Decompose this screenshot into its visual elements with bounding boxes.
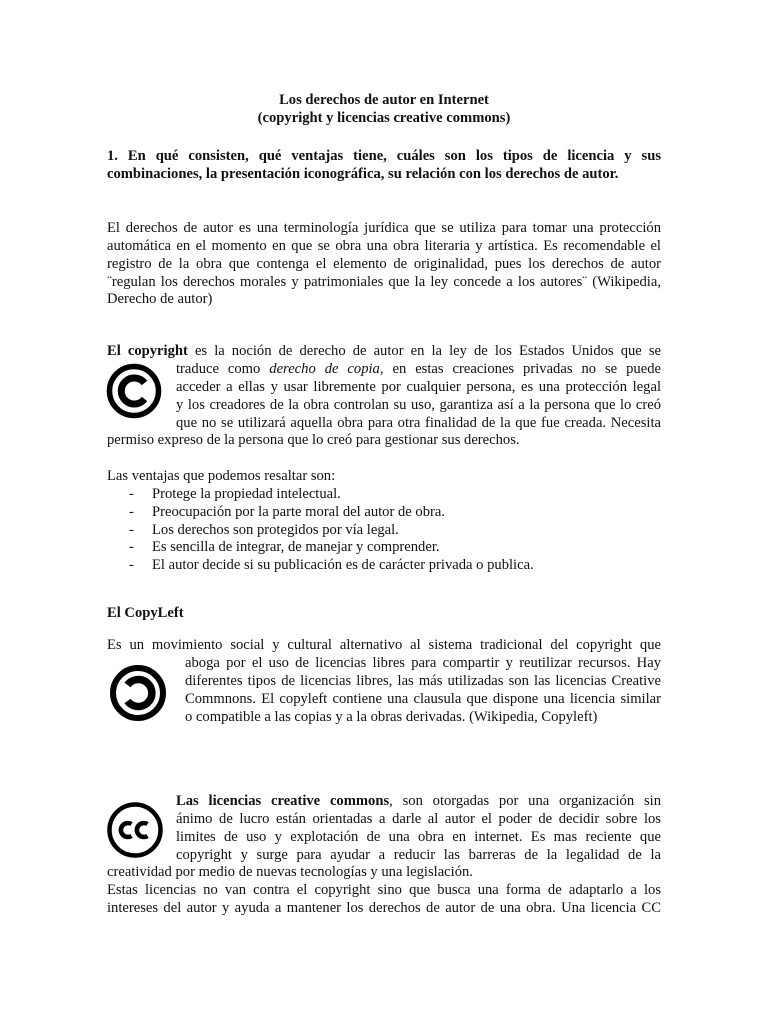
copyleft-line-3: diferentes tipos de licencias libres, las más utilizadas son las licencias Creative [185, 673, 661, 689]
bullet-dash: - [129, 521, 134, 538]
copyright-line-4: y los creadores de la obra controlan su uso, garantiza así a la persona que lo creó [176, 397, 661, 413]
cc-line-1-text: , son otorgadas por una organización sin [389, 793, 661, 809]
document-subtitle: (copyright y licencias creative commons) [257, 110, 511, 126]
list-item [107, 539, 534, 557]
copyright-line-2-a: traduce como [176, 361, 270, 377]
copyright-line-2-b: , en estas creaciones privadas no se puede [379, 361, 661, 377]
cc-line-2: ánimo de lucro están orientadas a darle al autor el poder de decidir sobre los [176, 811, 661, 827]
intro-line-4: ¨regulan los derechos morales y patrimoniales que la ley concede a los autores¨ (Wikipedia, [107, 274, 661, 290]
advantages-list [107, 486, 534, 575]
cc-line-3: limites de uso y explotación de una obra en internet. Es mas reciente que [176, 829, 661, 845]
document-title: Los derechos de autor en Internet [279, 92, 489, 108]
copyright-line-6: permiso expreso de la persona que lo creó para gestionar sus derechos. [107, 432, 520, 448]
bullet-dash: - [129, 557, 134, 574]
intro-line-3: registro de la obra que contenga el elemento de originalidad, pues los derechos de autor [107, 256, 661, 272]
list-item-text: Los derechos son protegidos por vía legal. [152, 521, 399, 538]
copyright-line-1-text: es la noción de derecho de autor en la ley de los Estados Unidos que se [187, 343, 662, 359]
intro-line-1: El derechos de autor es una terminología jurídica que se utiliza para tomar una protección [107, 220, 661, 236]
advantages-intro: Las ventajas que podemos resaltar son: [107, 468, 336, 484]
copyright-emphasis: derecho de copia [269, 361, 380, 377]
list-item [107, 486, 534, 504]
cc-line-5: creatividad por medio de nuevas tecnologías y una legislación. [107, 864, 473, 880]
copyleft-line-5: o compatible a las copias y a la obras derivadas. (Wikipedia, Copyleft) [185, 709, 598, 725]
copyright-line-1 [107, 343, 661, 361]
copyright-line-5: que no se utilizará aquella obra para otra finalidad de la que fue creada. Necesita [176, 415, 661, 431]
copyleft-line-4: Commnons. El copyleft contiene una clausula que dispone una licencia similar [185, 691, 661, 707]
creative-commons-icon [106, 800, 164, 860]
copyleft-heading: El CopyLeft [107, 605, 184, 621]
list-item-text: Protege la propiedad intelectual. [152, 486, 341, 502]
cc-line-4: copyright y surge para ayudar a reducir las barreras de la legalidad de la [176, 847, 661, 863]
copyleft-icon [109, 664, 167, 722]
question-line-1: 1. En qué consisten, qué ventajas tiene, cuáles son los tipos de licencia y sus [107, 148, 661, 164]
list-item-text: El autor decide si su publicación es de carácter privada o publica. [152, 557, 534, 574]
copyright-line-2 [176, 361, 661, 379]
question-line-2: combinaciones, la presentación iconográfica, su relación con los derechos de autor. [107, 166, 619, 182]
cc-p2-line-1: Estas licencias no van contra el copyright sino que busca una forma de adaptarlo a los [107, 882, 661, 898]
list-item-text: Es sencilla de integrar, de manejar y comprender. [152, 539, 440, 556]
bullet-dash: - [129, 539, 134, 556]
cc-line-1 [176, 793, 661, 811]
intro-line-5: Derecho de autor) [107, 291, 213, 307]
bullet-dash: - [129, 486, 134, 502]
cc-term: Las licencias creative commons [176, 793, 390, 809]
cc-p2-line-2: intereses del autor y ayuda a mantener los derechos de autor de una obra. Una licencia CC [107, 900, 661, 916]
copyright-line-3: acceder a ellas y usar libremente por cualquier persona, es una protección legal [176, 379, 661, 395]
list-item [107, 522, 534, 540]
list-item [107, 504, 534, 522]
intro-line-2: automática en el momento en que se obra una obra literaria y artística. Es recomendable el [107, 238, 661, 254]
copyleft-line-1: Es un movimiento social y cultural alternativo al sistema tradicional del copyright que [107, 637, 661, 653]
bullet-dash: - [129, 503, 134, 520]
copyright-term: El copyright [107, 343, 188, 359]
copyright-icon [106, 362, 162, 420]
list-item-text: Preocupación por la parte moral del autor de obra. [152, 503, 445, 520]
copyleft-line-2: aboga por el uso de licencias libres para compartir y reutilizar recursos. Hay [185, 655, 661, 671]
list-item [107, 557, 534, 575]
